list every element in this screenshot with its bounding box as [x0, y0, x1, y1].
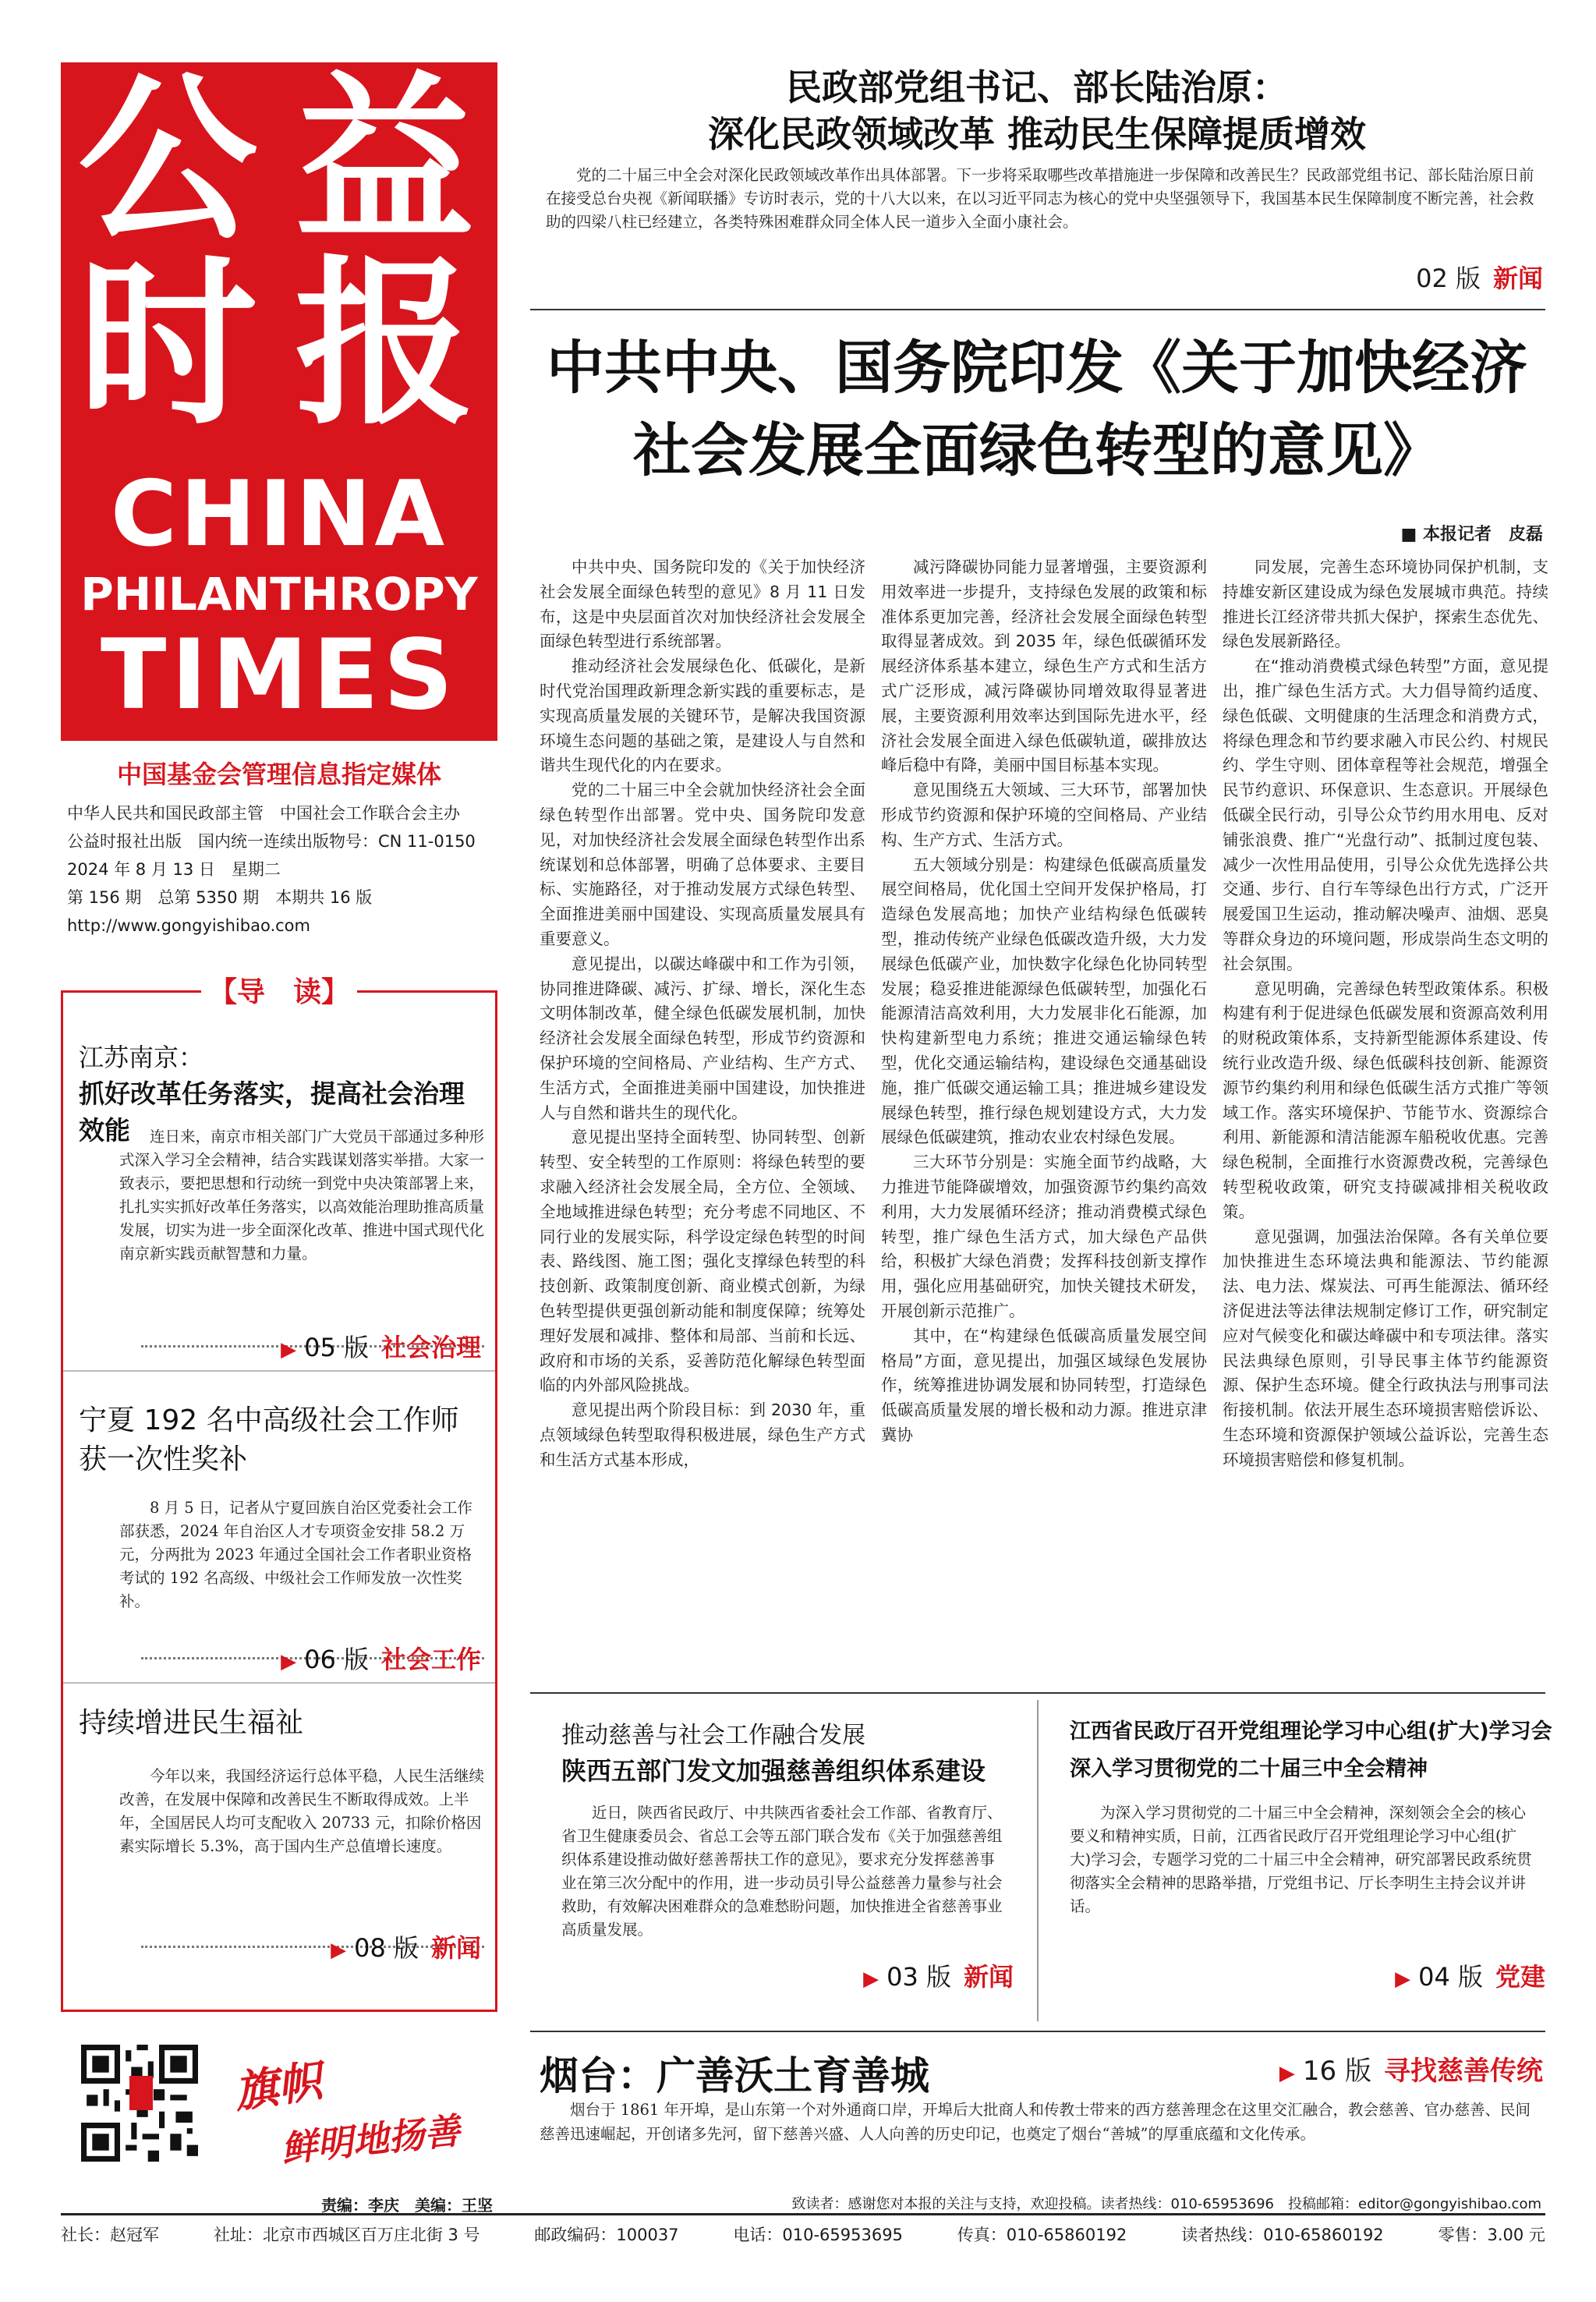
- box-ref[interactable]: ▶ 03 版 新闻: [863, 1962, 1014, 1992]
- guide-item-ref[interactable]: ▶ 06 版 社会工作: [281, 1645, 481, 1674]
- article-paragraph: 意见明确，完善绿色转型政策体系。积极构建有利于促进绿色低碳发展和资源高效利用的财税政策体系，支持新型能源体系建设、传统行业改造升级、绿色低碳科技创新、能源资源节约集约利用和绿色低碳生活方式推广等领域工作。落实环境保护、节能节水、资源综合利用、新能源和清洁能源车船税收优惠。完善绿色税制，全面推行水资源费改税，完善绿色转型税收政策，研究支持碳减排相关税收政策。: [1223, 979, 1548, 1221]
- guide-item-title[interactable]: 宁夏 192 名中高级社会工作师: [79, 1404, 459, 1436]
- publication-info-line: 公益时报社出版 国内统一连续出版物号：CN 11-0150: [67, 832, 476, 851]
- article-paragraph: 减污降碳协同能力显著增强，主要资源利用效率进一步提升，支持绿色发展的政策和标准体系更加完善，经济社会发展全面绿色转型取得显著成效。到 2035 年，绿色低碳循环发展经济体系基本建立，绿色生产方式和生活方式广泛形成，减污降碳协同增效取得显著进展，主要资源利用效率达到国际先进水平，经济社会发展全面进入绿色低碳轨道，碳排放达峰后稳中有降，美丽中国目标基本实现。: [881, 558, 1207, 775]
- box-subtitle: 推动慈善与社会工作融合发展: [561, 1722, 865, 1749]
- masthead-en-times: TIMES: [100, 619, 458, 731]
- guide-item-ref[interactable]: ▶ 05 版 社会治理: [281, 1333, 481, 1362]
- triangle-icon: ▶: [863, 1967, 879, 1991]
- article-paragraph: 推动经济社会发展绿色化、低碳化，是新时代党治国理政新理念新实践的重要标志，是实现高质量发展的关键环节，是解决我国资源环境生态问题的基础之策，是建设人与自然和谐共生现代化的内在要求。: [540, 657, 865, 775]
- publication-info-line: 中华人民共和国民政部主管 中国社会工作联合会主办: [67, 804, 460, 823]
- article-paragraph: 中共中央、国务院印发的《关于加快经济社会发展全面绿色转型的意见》8 月 11 日发布，这是中央层面首次对加快经济社会发展全面绿色转型进行系统部署。: [540, 558, 865, 651]
- main-headline[interactable]: 社会发展全面绿色转型的意见》: [633, 417, 1441, 484]
- guide-item-ref[interactable]: ▶ 08 版 新闻: [331, 1933, 481, 1963]
- article-paragraph: 意见强调，加强法治保障。各有关单位要加快推进生态环境法典和能源法、节约能源法、电力法、煤炭法、可再生能源法、循环经济促进法等法律法规制定修订工作，研究制定应对气候变化和碳达峰碳中和专项法律。落实民法典绿色原则，引导民事主体节约能源资源、保护生态环境。健全行政执法与刑事司法衔接机制。依法开展生态环境损害赔偿诉讼、生态环境和资源保护领域公益诉讼，完善生态环境损害赔偿和修复机制。: [1223, 1227, 1548, 1469]
- box-body: 近日，陕西省民政厅、中共陕西省委社会工作部、省教育厅、省卫生健康委员会、省总工会等五部门联合发布《关于加强慈善组织体系建设推动做好慈善帮扶工作的意见》，要求充分发挥慈善事业在第三次分配中的作用，进一步动员引导公益慈善力量参与社会救助，有效解决困难群众的急难愁盼问题，加快推进全省慈善事业高质量发展。: [561, 1804, 1003, 1939]
- masthead-char: 公: [78, 57, 258, 265]
- article-paragraph: 意见提出两个阶段目标：到 2030 年，重点领域绿色转型取得积极进展，绿色生产方式和生活方式基本形成，: [540, 1401, 865, 1469]
- guide-item-body: 连日来，南京市相关部门广大党员干部通过多种形式深入学习全会精神，结合实践谋划落实举措。大家一致表示，要把思想和行动统一到党中央决策部署上来，扎扎实实抓好改革任务落实，以高效能治理助推高质量发展，切实为进一步全面深化改革、推进中国式现代化南京新实践贡献智慧和力量。: [119, 1128, 485, 1263]
- guide-box: [61, 990, 497, 2012]
- divider: [530, 309, 1545, 310]
- yantai-title[interactable]: 烟台：广善沃土育善城: [540, 2053, 929, 2098]
- box-body: 为深入学习贯彻党的二十届三中全会精神，深刻领会全会的核心要义和精神实质，日前，江西省民政厅召开党组理论学习中心组(扩大)学习会，专题学习党的二十届三中全会精神，研究部署民政系统贯彻落实全会精神的思路举措，厅党组书记、厅长李明生主持会议并讲话。: [1070, 1804, 1532, 1915]
- slogan: 旗帜: [231, 2055, 325, 2119]
- triangle-icon: ▶: [1279, 2062, 1295, 2085]
- masthead-char: 报: [295, 241, 475, 449]
- divider: [530, 2031, 1545, 2032]
- guide-item-title[interactable]: 抓好改革任务落实，提高社会治理效能: [79, 1078, 465, 1146]
- triangle-icon: ▶: [281, 1338, 297, 1362]
- article-paragraph: 意见围绕五大领域、三大环节，部署加快形成节约资源和保护环境的空间格局、产业结构、生产方式、生活方式。: [881, 781, 1207, 849]
- news-box-jiangxi: [1046, 1700, 1552, 2021]
- article-paragraph: 其中，在“构建绿色低碳高质量发展空间格局”方面，意见提出，加强区域绿色发展协作，统筹推进协调发展和协同转型，打造绿色低碳高质量发展的增长极和动力源。推进京津冀协: [881, 1326, 1207, 1444]
- guide-item-body: 今年以来，我国经济运行总体平稳，人民生活继续改善，在发展中保障和改善民生不断取得成效。上半年，全国居民人均可支配收入 20733 元，扣除价格因素实际增长 5.3%，高于国内生产总值增长速度。: [119, 1767, 485, 1855]
- article-paragraph: 在“推动消费模式绿色转型”方面，意见提出，推广绿色生活方式。大力倡导简约适度、绿色低碳、文明健康的生活理念和消费方式，将绿色理念和节约要求融入市民公约、村规民约、学生守则、团体章程等社会规范，增强全民节约意识、环保意识、生态意识。开展绿色低碳全民行动，引导公众节约用水用电、反对铺张浪费、推广“光盘行动”、抵制过度包装、减少一次性用品使用，引导公众优先选择公共交通、步行、自行车等绿色出行方式，广泛开展爱国卫生运动，推动解决噪声、油烟、恶臭等群众身边的环境问题，形成崇尚生态文明的社会氛围。: [1223, 657, 1548, 973]
- article-paragraph: 五大领域分别是：构建绿色低碳高质量发展空间格局，优化国土空间开发保护格局，打造绿色发展高地；加快产业结构绿色低碳转型，推动传统产业绿色低碳改造升级，大力发展绿色低碳产业，加快数字化绿色化协同转型发展；稳妥推进能源绿色低碳转型，加强化石能源清洁高效利用，大力发展非化石能源，加快构建新型电力系统；推进交通运输绿色转型，优化交通运输结构，建设绿色交通基础设施，推广低碳交通运输工具；推进城乡建设发展绿色转型，推行绿色规划建设方式，大力发展绿色低碳建筑，推动农业农村绿色发展。: [881, 855, 1207, 1147]
- article-paragraph: 意见提出坚持全面转型、协同转型、创新转型、安全转型的工作原则：将绿色转型的要求融入经济社会发展全局，全方位、全领域、全地域推进绿色转型；充分考虑不同地区、不同行业的发展实际，科学设定绿色转型的时间表、路线图、施工图；强化支撑绿色转型的科技创新、政策制度创新、商业模式创新，为绿色转型提供更强创新动能和制度保障；统筹处理好发展和减排、整体和局部、当前和长远、政府和市场的关系，妥善防范化解绿色转型面临的内外部风险挑战。: [540, 1128, 865, 1395]
- footer-price: 零售：3.00 元: [1438, 2226, 1545, 2244]
- box-title[interactable]: 深入学习贯彻党的二十届三中全会精神: [1070, 1757, 1428, 1781]
- box-title[interactable]: 江西省民政厅召开党组理论学习中心组(扩大)学习会: [1070, 1719, 1552, 1744]
- article-column-3: [1223, 555, 1548, 1472]
- guide-item-kicker: 江苏南京：: [79, 1043, 204, 1072]
- triangle-icon: ▶: [281, 1650, 297, 1673]
- box-title[interactable]: 陕西五部门发文加强慈善组织体系建设: [561, 1756, 986, 1786]
- article-paragraph: 同发展，完善生态环境协同保护机制，支持雄安新区建设成为绿色发展城市典范。持续推进长江经济带共抓大保护，探索生态优先、绿色发展新路径。: [1223, 558, 1548, 651]
- masthead-tagline: 中国基金会管理信息指定媒体: [116, 760, 441, 789]
- editors: 责编：李庆 美编：王坚: [321, 2196, 493, 2215]
- footer-address: 社址：北京市西城区百万庄北街 3 号: [213, 2226, 480, 2244]
- slogan: 鲜明地扬善: [279, 2109, 462, 2170]
- guide-item-title[interactable]: 持续增进民生福祉: [79, 1707, 304, 1739]
- footer: [61, 2222, 1545, 2246]
- seal-icon: [129, 2076, 153, 2110]
- footer-publisher: 社长：赵冠军: [61, 2226, 159, 2244]
- issue-number: 第 156 期 总第 5350 期 本期共 16 版: [67, 888, 373, 907]
- main-headline[interactable]: 中共中央、国务院印发《关于加快经济: [547, 335, 1527, 402]
- divider: [530, 1692, 1545, 1694]
- masthead-en-china: CHINA: [110, 462, 448, 567]
- article-paragraph: 三大环节分别是：实施全面节约战略，大力推进节能降碳增效，加强资源节约集约高效利用，大力发展循环经济；推动消费模式绿色转型，推广绿色生活方式，加大绿色产品供给，积极扩大绿色消费；发挥科技创新支撑作用，强化应用基础研究，加快关键技术研发，开展创新示范推广。: [881, 1153, 1207, 1320]
- masthead-en-philanthropy: PHILANTHROPY: [80, 568, 478, 621]
- masthead-char: 时: [78, 241, 258, 449]
- issue-date: 2024 年 8 月 13 日 星期二: [67, 860, 281, 879]
- teaser-body: 党的二十届三中全会对深化民政领域改革作出具体部署。下一步将采取哪些改革措施进一步保障和改善民生？民政部党组书记、部长陆治原日前在接受总台央视《新闻联播》专访时表示，党的十八大以来，在以习近平同志为核心的党中央坚强领导下，我国基本民生保障制度不断完善，社会救助的四梁八柱已经建立，各类特殊困难群众同全体人民一道步入全面小康社会。: [546, 166, 1534, 231]
- guide-item-title[interactable]: 获一次性奖补: [79, 1443, 248, 1475]
- teaser-title[interactable]: 深化民政领域改革 推动民生保障提质增效: [707, 113, 1366, 155]
- box-ref[interactable]: ▶ 04 版 党建: [1395, 1962, 1545, 1992]
- triangle-icon: ▶: [331, 1939, 347, 1962]
- divider: [61, 2213, 1545, 2215]
- divider: [63, 1370, 495, 1372]
- masthead: [61, 57, 497, 741]
- masthead-char: 益: [295, 57, 475, 265]
- byline: ■ 本报记者 皮磊: [1400, 525, 1543, 544]
- teaser-ref[interactable]: 02 版 新闻: [1416, 264, 1543, 293]
- guide-label: 【导 读】: [201, 975, 357, 1011]
- website-link[interactable]: http://www.gongyishibao.com: [67, 916, 310, 935]
- triangle-icon: ▶: [1395, 1967, 1411, 1991]
- reader-notice: 致读者：感谢您对本报的关注与支持，欢迎投稿。读者热线：010-65953696 投稿邮箱：editor@gongyishibao.com: [791, 2196, 1541, 2212]
- article-column-1: [540, 555, 865, 1472]
- guide-item-body: 8 月 5 日，记者从宁夏回族自治区党委社会工作部获悉，2024 年自治区人才专项资金安排 58.2 万元，分两批为 2023 年通过全国社会工作者职业资格考试的 192 名高级、中级社会工作师发放一次性奖补。: [119, 1499, 472, 1610]
- divider: [63, 1682, 495, 1684]
- article-column-2: [881, 555, 1207, 1448]
- news-box-shaanxi: [530, 1700, 1039, 2021]
- footer-fax: 传真：010-65860192: [957, 2226, 1127, 2244]
- article-paragraph: 党的二十届三中全会就加快经济社会全面绿色转型作出部署。党中央、国务院印发意见，对加快经济社会发展全面绿色转型作出系统谋划和总体部署，明确了总体要求、主要目标、实施路径，对于推动发展方式绿色转型、全面推进美丽中国建设、实现高质量发展具有重要意义。: [540, 781, 865, 948]
- footer-postcode: 邮政编码：100037: [534, 2226, 679, 2244]
- teaser-title[interactable]: 民政部党组书记、部长陆治原：: [786, 66, 1288, 108]
- yantai-body: 烟台于 1861 年开埠，是山东第一个对外通商口岸，开埠后大批商人和传教士带来的西方慈善理念在这里交汇融合，教会慈善、官办慈善、民间慈善迅速崛起，开创诸多先河，留下慈善兴盛、人人向善的历史印记，也奠定了烟台“善城”的厚重底蕴和文化传承。: [540, 2101, 1531, 2143]
- footer-hotline: 读者热线：010-65860192: [1181, 2226, 1384, 2244]
- footer-phone: 电话：010-65953695: [733, 2226, 903, 2244]
- yantai-ref[interactable]: ▶ 16 版 寻找慈善传统: [1279, 2056, 1543, 2087]
- article-paragraph: 意见提出，以碳达峰碳中和工作为引领，协同推进降碳、减污、扩绿、增长，深化生态文明体制改革，健全绿色低碳发展机制，加快经济社会发展全面绿色转型，形成节约资源和保护环境的空间格局、产业结构、生产方式、生活方式，全面推进美丽中国建设，加快推进人与自然和谐共生的现代化。: [540, 954, 865, 1122]
